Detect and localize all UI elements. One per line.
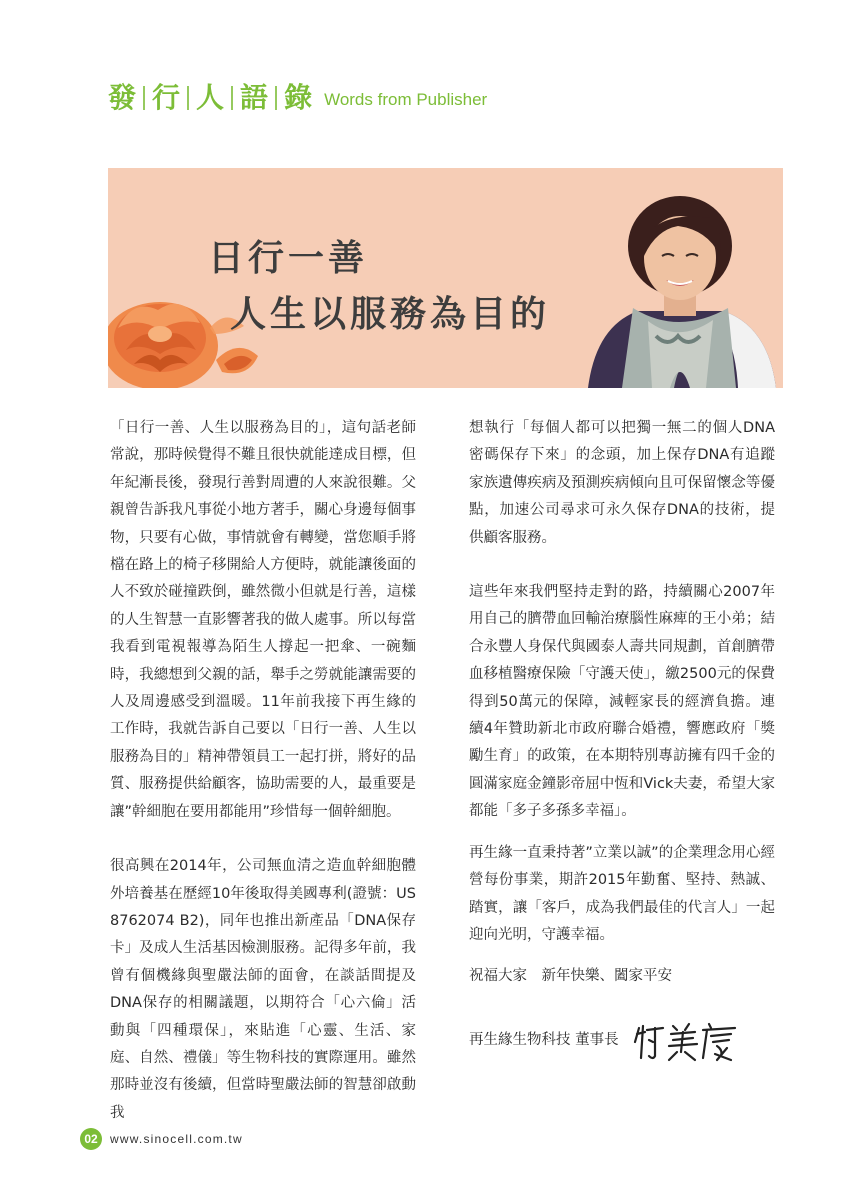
greeting-line: 祝福大家 新年快樂、闔家平安 [469, 968, 672, 985]
publisher-portrait-photo [578, 186, 783, 388]
header-title-char: 語 [240, 81, 269, 114]
header-title-char: 發 [108, 81, 137, 114]
article-column-right [469, 415, 775, 1064]
signature-block [469, 1018, 775, 1064]
header-title-english: Words from Publisher [324, 90, 488, 109]
article-paragraph: 很高興在2014年，公司無血清之造血幹細胞體外培養基在歷經10年後取得美國專利(證號：US 8762074 B2)，同年也推出新產品「DNA保存卡」及成人生活基因檢測服務。記得多年前，我曾有個機緣與聖嚴法師的面會，在談話間提及DNA保存的相關議題，以期符合「心六倫」活動與「四種環保」，來貼進「心靈、生活、家庭、自然、禮儀」等生物科技的實際運用。雖然那時並沒有後續，但當時聖嚴法師的智慧卻啟動我 [110, 858, 416, 1121]
article-paragraph: 這些年來我們堅持走對的路，持續關心2007年用自己的臍帶血回輸治療腦性麻痺的王小弟；結合永豐人身保代與國泰人壽共同規劃，首創臍帶血移植醫療保險「守護天使」，繳2500元的保費得到50萬元的保障，減輕家長的經濟負擔。連續4年贊助新北市政府聯合婚禮，響應政府「獎勵生育」的政策，在本期特別專訪擁有四千金的圓滿家庭金鐘影帝屈中恆和Vick夫妻，希望大家都能「多子多孫多幸福」。 [469, 584, 775, 820]
header-title-char: 行 [152, 81, 181, 114]
article-paragraph: 再生緣一直秉持著”立業以誠”的企業理念用心經營每份事業，期許2015年勤奮、堅持、熱誠、踏實，讓「客戶，成為我們最佳的代言人」一起迎向光明，守護幸福。 [469, 844, 775, 943]
website-url: www.sinocell.com.tw [110, 1132, 243, 1146]
article-title-line-1: 日行一善 [208, 237, 369, 279]
article-banner [108, 168, 783, 388]
header-title-char: 錄 [284, 81, 313, 114]
page-footer [80, 1128, 243, 1150]
page-number-badge: 02 [80, 1128, 102, 1150]
signoff-title: 再生緣生物科技 董事長 [469, 1032, 619, 1049]
header-title-char: 人 [196, 81, 225, 114]
article-column-left [110, 415, 416, 1154]
header-divider [187, 86, 189, 110]
article-paragraph: 「日行一善、人生以服務為目的」，這句話老師常說，那時候覺得不難且很快就能達成目標，但年紀漸長後，發現行善對周遭的人來說很難。父親曾告訴我凡事從小地方著手，關心身邊每個事物，只要有心做，事情就會有轉變，當您順手將檔在路上的椅子移開給人方便時，就能讓後面的人不致於碰撞跌倒，雖然微小但就是行善，這樣的人生智慧一直影響著我的做人處事。所以每當我看到電視報導為陌生人撐起一把傘、一碗麵時，我總想到父親的話，舉手之勞就能讓需要的人及周邊感受到溫暖。11年前我接下再生緣的工作時，我就告訴自己要以「日行一善、人生以服務為目的」精神帶領員工一起打拼，將好的品質、服務提供給顧客，協助需要的人，最重要是讓”幹細胞在要用都能用”珍惜每一個幹細胞。 [110, 420, 416, 820]
handwritten-signature [633, 1018, 745, 1064]
header-divider [231, 86, 233, 110]
section-header [108, 78, 487, 118]
header-divider [143, 86, 145, 110]
header-divider [275, 86, 277, 110]
article-paragraph: 想執行「每個人都可以把獨一無二的個人DNA密碼保存下來」的念頭，加上保存DNA有追蹤家族遺傳疾病及預測疾病傾向且可保留懷念等優點，加速公司尋求可永久保存DNA的技術，提供顧客服務。 [469, 420, 775, 546]
article-title-line-2: 人生以服務為目的 [230, 293, 551, 335]
